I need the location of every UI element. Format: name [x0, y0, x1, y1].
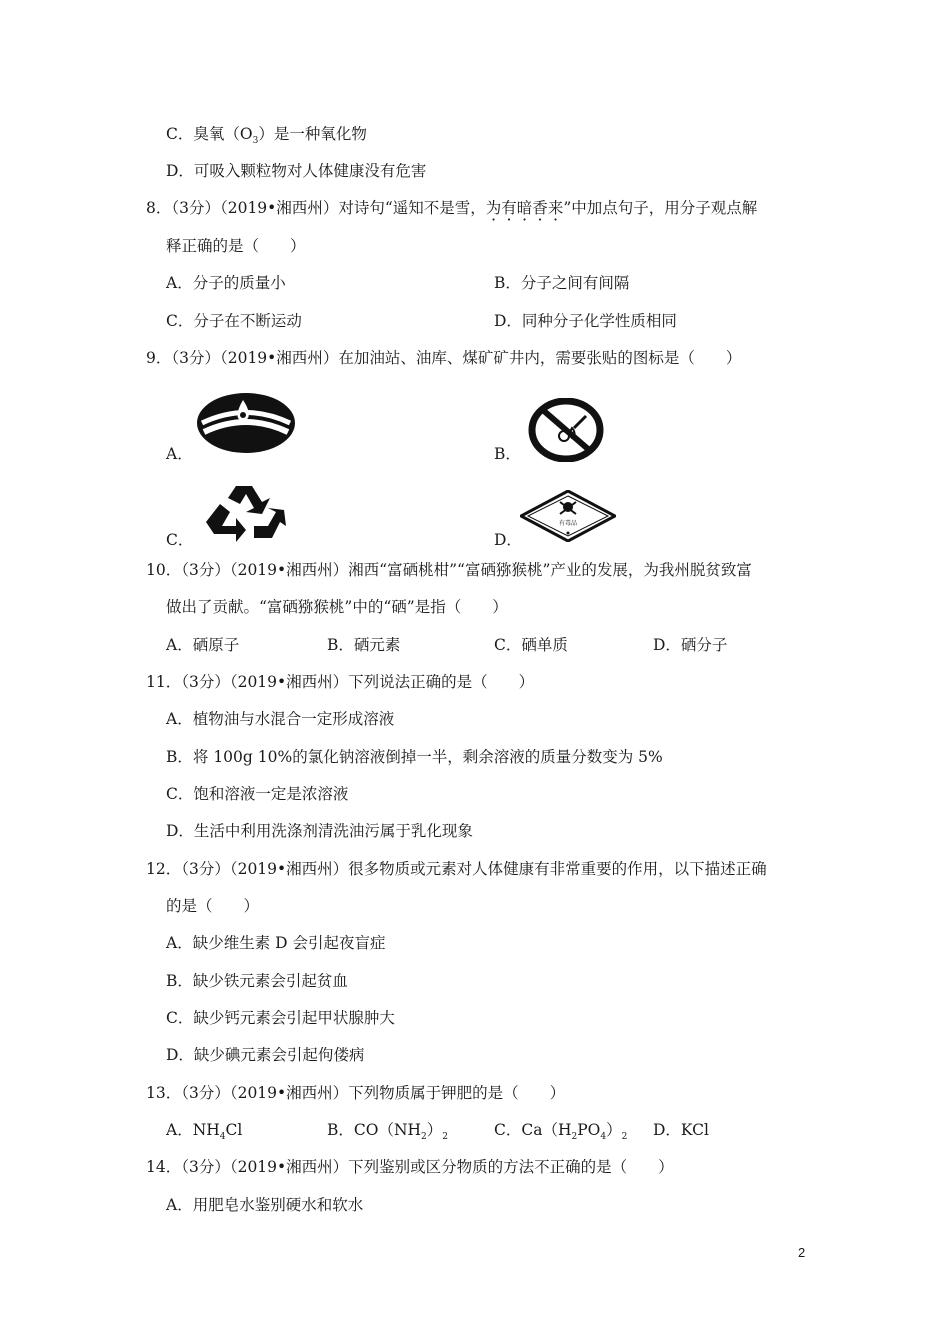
q9-option-c: C．	[166, 531, 194, 549]
q12-option-d: D．缺少碘元素会引起佝偻病	[166, 1046, 365, 1064]
q8-dotted-phrase	[486, 199, 564, 217]
q14-stem: 14．（3分）（2019•湘西州）下列鉴别或区分物质的方法不正确的是（ ）	[146, 1158, 674, 1176]
q7-option-d: D．可吸入颗粒物对人体健康没有危害	[166, 162, 427, 180]
dotted-char: 香	[532, 199, 548, 217]
dotted-char: 来	[547, 199, 564, 217]
q8-option-d: D．同种分子化学性质相同	[494, 312, 677, 330]
q12-stem-cont: 的是（ ）	[166, 897, 260, 915]
q7-option-c: C．臭氧$(O_3)$是一种氧化物	[166, 125, 367, 147]
dotted-char: 有	[501, 199, 517, 217]
q9-option-b: B．	[494, 445, 521, 463]
q10-option-c: C．硒单质	[494, 636, 568, 654]
q11-stem: 11．（3分）（2019•湘西州）下列说法正确的是（ ）	[146, 673, 535, 691]
q8-stem-cont: 释正确的是（ ）	[166, 237, 306, 255]
q13-option-c: C．$Ca(H_2PO_4)_2$	[494, 1121, 628, 1143]
q8-option-a: A．分子的质量小	[166, 274, 286, 292]
q11-option-b: B．将 100g 10%的氯化钠溶液倒掉一半，剩余溶液的质量分数变为 5%	[166, 748, 663, 766]
page-number: 2	[798, 1245, 806, 1260]
q10-stem: 10．（3分）（2019•湘西州）湘西“富硒桃柑”“富硒猕猴桃”产业的发展，为我州脱贫致富	[146, 561, 752, 579]
water-saving-icon	[196, 392, 296, 454]
q9-option-d: D．	[494, 531, 522, 549]
q8-option-b: B．分子之间有间隔	[494, 274, 630, 292]
q10-option-a: A．硒原子	[166, 636, 240, 654]
q12-option-b: B．缺少铁元素会引起贫血	[166, 972, 348, 990]
q13-option-a: A．$NH_4Cl$	[166, 1121, 243, 1143]
q10-option-b: B．硒元素	[327, 636, 401, 654]
q13-option-b: B．$CO(NH_2)_2$	[327, 1121, 449, 1143]
recycle-icon	[196, 482, 292, 544]
dotted-char: 暗	[516, 199, 533, 217]
q11-option-a: A．植物油与水混合一定形成溶液	[166, 710, 395, 728]
q14-option-a: A．用肥皂水鉴别硬水和软水	[166, 1196, 364, 1214]
no-smoking-icon	[528, 398, 604, 462]
toxic-sign-text: 有毒品	[558, 520, 578, 527]
toxic-hazard-icon	[520, 490, 616, 542]
q11-option-c: C．饱和溶液一定是浓溶液	[166, 785, 349, 803]
q13-stem: 13．（3分）（2019•湘西州）下列物质属于钾肥的是（ ）	[146, 1084, 566, 1102]
q10-stem-cont: 做出了贡献。“富硒猕猴桃”中的“硒”是指（ ）	[166, 598, 508, 616]
q12-option-c: C．缺少钙元素会引起甲状腺肿大	[166, 1009, 395, 1027]
q12-option-a: A．缺少维生素 D 会引起夜盲症	[166, 934, 386, 952]
q8-option-c: C．分子在不断运动	[166, 312, 302, 330]
q9-option-a: A．	[166, 445, 193, 463]
q9-stem: 9．（3分）（2019•湘西州）在加油站、油库、煤矿矿井内，需要张贴的图标是（ ）	[146, 349, 742, 367]
q11-option-d: D．生活中利用洗涤剂清洗油污属于乳化现象	[166, 822, 473, 840]
q12-stem: 12．（3分）（2019•湘西州）很多物质或元素对人体健康有非常重要的作用，以下描述正确	[146, 860, 767, 878]
dotted-char: 为	[485, 199, 502, 217]
q8-stem: 8．（3分）（2019•湘西州）对诗句“遥知不是雪，为有暗香来”中加点句子，用分子观点解	[146, 199, 758, 217]
q10-option-d: D．硒分子	[653, 636, 728, 654]
q13-option-d: D．KCl	[653, 1121, 709, 1139]
